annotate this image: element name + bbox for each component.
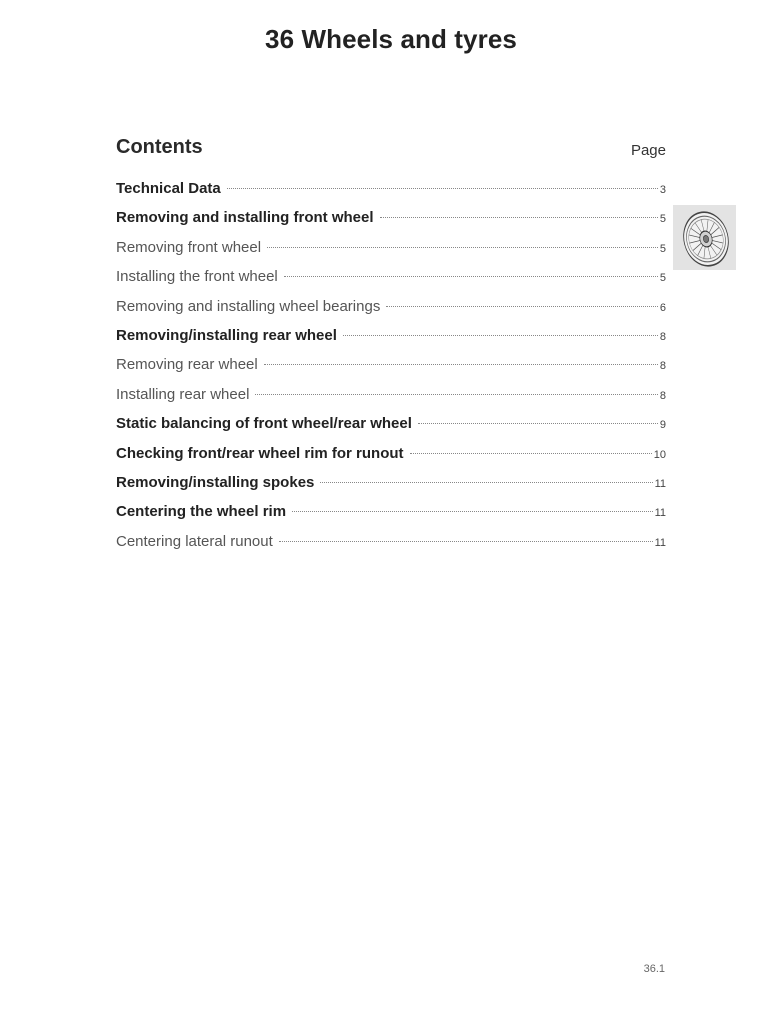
toc-entry-removing-rear-wheel[interactable] xyxy=(116,356,666,385)
dot-leader xyxy=(264,364,658,365)
toc-entry-label: Installing rear wheel xyxy=(116,385,250,403)
toc-entry-installing-rear-wheel[interactable] xyxy=(116,386,666,415)
dot-leader xyxy=(279,541,653,542)
dot-leader xyxy=(292,511,653,512)
toc-entry-technical-data[interactable] xyxy=(116,180,666,209)
toc-entry-centering-wheel-rim[interactable] xyxy=(116,503,666,532)
toc-entry-installing-front-wheel[interactable] xyxy=(116,268,666,297)
toc-entry-page: 5 xyxy=(659,242,666,255)
chapter-thumb-tab[interactable] xyxy=(673,205,736,270)
page-number: 36.1 xyxy=(643,963,665,975)
toc-entry-page: 8 xyxy=(659,389,666,402)
toc-entry-label: Installing the front wheel xyxy=(116,268,278,286)
dot-leader xyxy=(320,482,652,483)
toc-entry-page: 3 xyxy=(659,184,666,196)
toc-entry-label: Technical Data xyxy=(116,180,221,197)
dot-leader xyxy=(227,188,658,189)
chapter-title: 36 Wheels and tyres xyxy=(265,24,517,54)
toc-entry-page: 11 xyxy=(654,507,666,520)
wheel-icon xyxy=(681,210,731,268)
toc-entry-label: Removing rear wheel xyxy=(116,356,258,374)
toc-entry-page: 10 xyxy=(653,448,666,461)
toc-entry-centering-lateral-runout[interactable] xyxy=(116,533,666,562)
toc-entry-page: 11 xyxy=(654,536,666,549)
page-column-label: Page xyxy=(630,142,666,159)
toc-entry-page: 5 xyxy=(659,213,666,226)
toc-entry-page: 8 xyxy=(659,330,666,343)
contents-header xyxy=(116,136,666,164)
toc-entry-label: Checking front/rear wheel rim for runout xyxy=(116,444,404,462)
toc-entry-page: 9 xyxy=(659,419,666,432)
table-of-contents xyxy=(116,180,666,562)
toc-entry-checking-rim-runout[interactable] xyxy=(116,445,666,474)
toc-entry-label: Centering the wheel rim xyxy=(116,503,287,521)
toc-entry-label: Static balancing of front wheel/rear wheel xyxy=(116,415,412,433)
dot-leader xyxy=(418,423,658,424)
dot-leader xyxy=(380,217,658,218)
contents-heading: Contents xyxy=(116,136,203,158)
toc-entry-page: 6 xyxy=(659,301,666,314)
toc-entry-page: 11 xyxy=(654,477,666,490)
toc-entry-label: Removing and installing front wheel xyxy=(116,209,374,227)
dot-leader xyxy=(343,335,658,336)
toc-entry-wheel-bearings[interactable] xyxy=(116,298,666,327)
dot-leader xyxy=(267,247,658,248)
dot-leader xyxy=(284,276,658,277)
toc-entry-label: Centering lateral runout xyxy=(116,532,273,550)
toc-entry-removing-installing-rear-wheel[interactable] xyxy=(116,327,666,356)
toc-entry-page: 8 xyxy=(659,360,666,373)
toc-entry-label: Removing/installing spokes xyxy=(116,473,315,491)
toc-entry-page: 5 xyxy=(659,272,666,285)
dot-leader xyxy=(386,306,658,307)
toc-entry-static-balancing[interactable] xyxy=(116,415,666,444)
toc-entry-label: Removing and installing wheel bearings xyxy=(116,297,381,315)
dot-leader xyxy=(410,453,652,454)
toc-entry-removing-installing-front-wheel[interactable] xyxy=(116,209,666,238)
dot-leader xyxy=(255,394,657,395)
toc-entry-removing-front-wheel[interactable] xyxy=(116,239,666,268)
toc-entry-label: Removing front wheel xyxy=(116,238,262,256)
toc-entry-label: Removing/installing rear wheel xyxy=(116,326,337,344)
toc-entry-removing-installing-spokes[interactable] xyxy=(116,474,666,503)
